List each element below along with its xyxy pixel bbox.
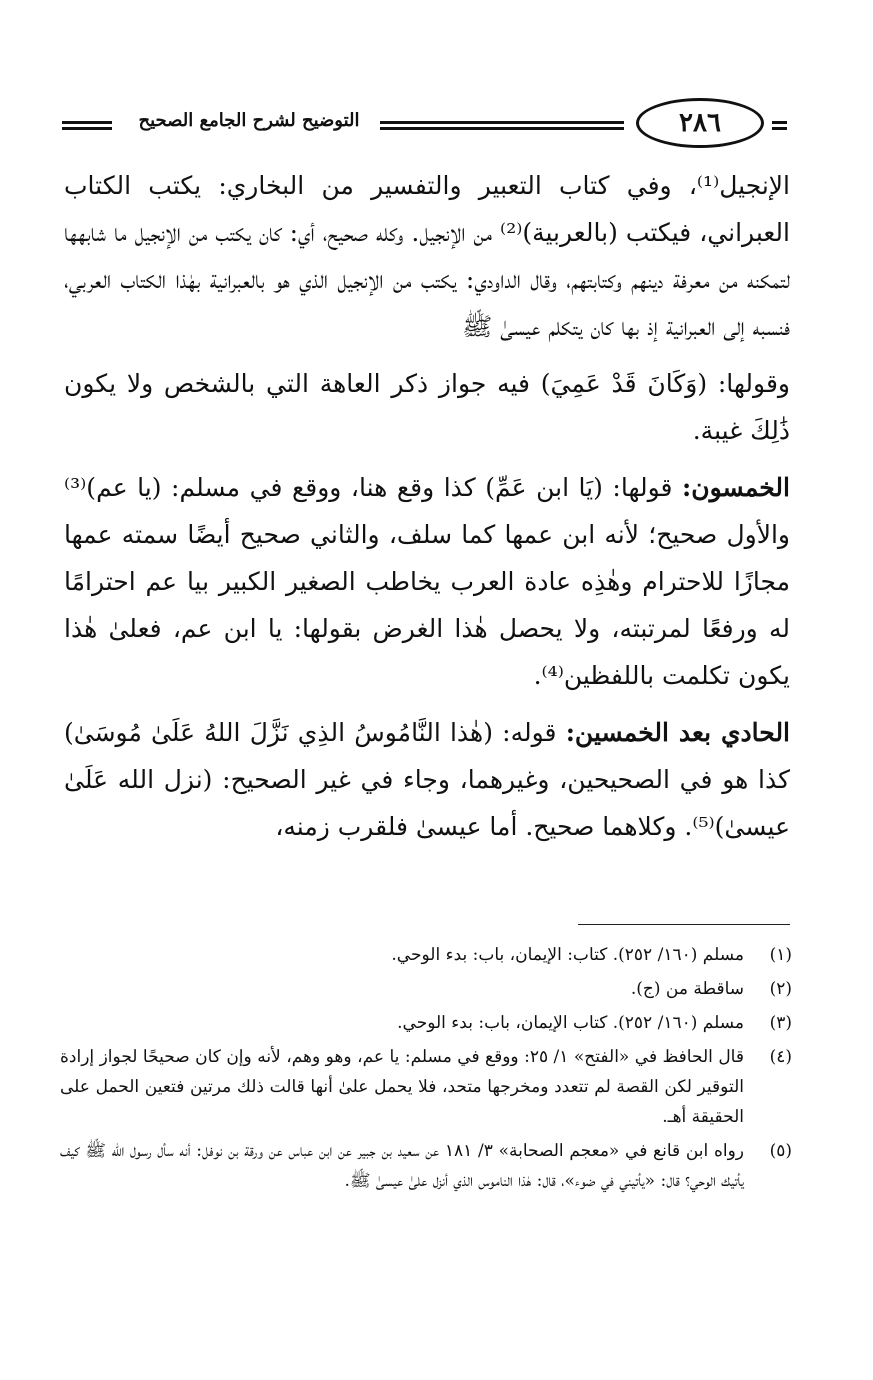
header-rule-right [772, 121, 787, 124]
footnote-text: رواه ابن قانع في «معجم الصحابة» ٣/ ١٨١ عن سعيد بن جبير عن ابن عباس عن ورقة بن نوفل: أنه سأل رسول الله ﷺ كيف يأتيك الوحي؟ قال: «يأتيني في ضوء»، قال: هٰذا الناموس الذي أنزل علىٰ عيسىٰ ﷺ. [60, 1141, 744, 1191]
paragraph-text: قوله: (هٰذا النَّامُوسُ الذِي نَزَّلَ اللهُ عَلَىٰ مُوسَىٰ) كذا هو في الصحيحين، وغيرهما، وجاء في غير الصحيح: (نزل الله عَلَىٰ عيسىٰ)⁽⁵⁾. وكلاهما صحيح. أما عيسىٰ فلقرب زمنه، [64, 718, 790, 841]
page-number: ٢٨٦ [636, 98, 764, 148]
footnote-number: (٢) [769, 979, 792, 999]
header-rule-middle [380, 121, 624, 124]
book-title: التوضيح لشرح الجامع الصحيح [138, 110, 360, 131]
page-header [62, 98, 787, 156]
footnote-number: (١) [769, 945, 792, 965]
paragraph [64, 360, 790, 454]
footnote [60, 974, 792, 1004]
footnote [60, 1136, 792, 1196]
paragraph-text: الإنجيل⁽¹⁾، وفي كتاب التعبير والتفسير من البخاري: يكتب الكتاب العبراني، فيكتب (بالعربية)⁽²⁾ من الإنجيل. وكله صحيح، أي: كان يكتب من الإنجيل ما شابهها لتمكنه من معرفة دينهم وكتابتهم، وقال الداودي: يكتب من الإنجيل الذي هو بالعبرانية بهٰذا الكتاب العربي، فنسبه إلى العبرانية إذ بها كان يتكلم عيسىٰ ﷺ [64, 171, 790, 341]
paragraph-label: الحادي بعد الخمسين: [565, 718, 791, 747]
paragraph [64, 162, 790, 350]
footnote-text: ساقطة من (ج). [630, 979, 744, 999]
footnote-text: مسلم (١٦٠/ ٢٥٢). كتاب: الإيمان، باب: بدء الوحي. [391, 945, 744, 965]
footnote-number: (٥) [769, 1141, 792, 1161]
footnote [60, 940, 792, 970]
main-text [64, 162, 790, 860]
paragraph-text: قولها: (يَا ابن عَمِّ) كذا وقع هنا، ووقع في مسلم: (يا عم)⁽³⁾ والأول صحيح؛ لأنه ابن عمها كما سلف، والثاني صحيح أيضًا سمته عمها مجازًا للاحترام وهٰذِه عادة العرب يخاطب الصغير الكبير بيا عم احترامًا له ورفعًا لمرتبته، ولا يحصل هٰذا الغرض بقولها: يا ابن عم، فعلىٰ هٰذا يكون تكلمت باللفظين⁽⁴⁾. [64, 473, 790, 690]
paragraph-text: وقولها: (وَكَانَ قَدْ عَمِيَ) فيه جواز ذكر العاهة التي بالشخص ولا يكون ذَٰلِكَ غيبة. [64, 369, 790, 445]
footnote [60, 1008, 792, 1038]
footnote-text: قال الحافظ في «الفتح» ١/ ٢٥: ووقع في مسلم: يا عم، وهو وهم، لأنه وإن كان صحيحًا لجواز إرادة التوقير لكن القصة لم تتعدد ومخرجها متحد، فلا يحمل علىٰ أنها قالت ذلك مرتين فتعين الحمل على الحقيقة أهـ. [60, 1047, 744, 1127]
footnote [60, 1042, 792, 1132]
footnote-number: (٤) [769, 1047, 792, 1067]
header-rule-left [62, 121, 112, 124]
paragraph [64, 709, 790, 850]
footnotes [60, 940, 792, 1200]
footnote-text: مسلم (١٦٠/ ٢٥٢). كتاب الإيمان، باب: بدء الوحي. [397, 1013, 744, 1033]
paragraph-label: الخمسون: [682, 473, 790, 502]
footnote-number: (٣) [769, 1013, 792, 1033]
footnote-separator [578, 924, 790, 925]
paragraph [64, 464, 790, 699]
